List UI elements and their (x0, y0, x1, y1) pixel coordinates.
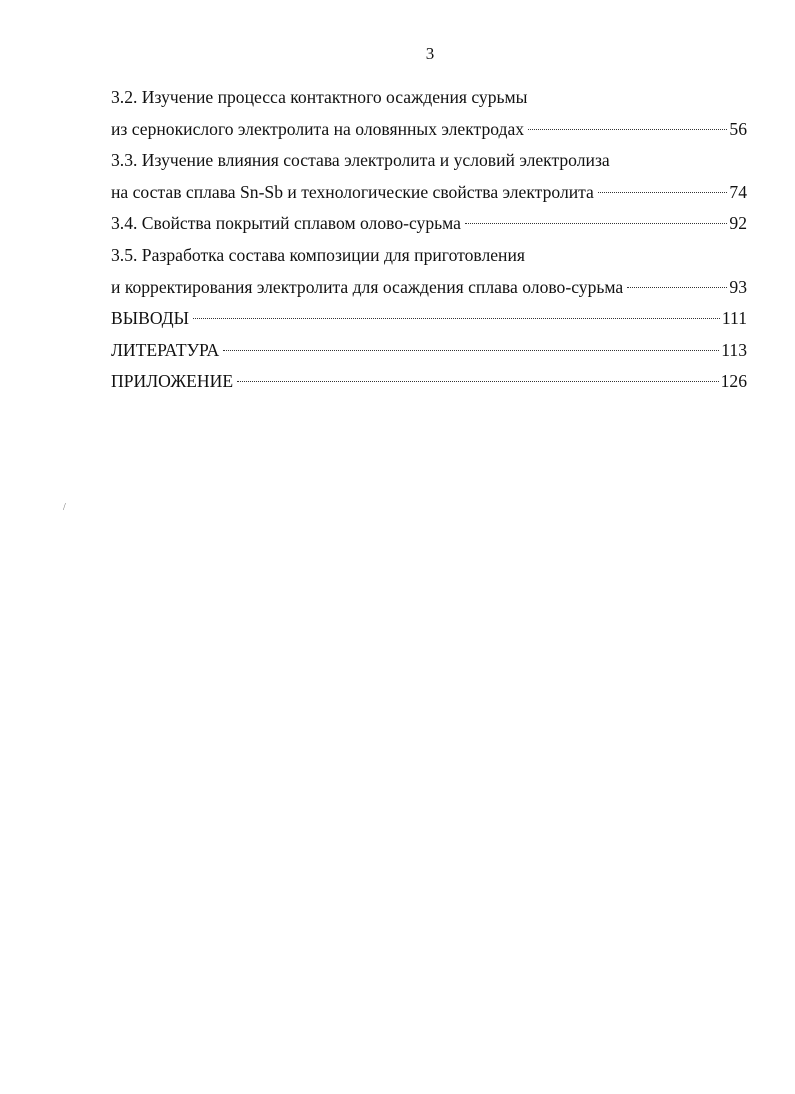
toc-entry-literature[interactable] (111, 335, 747, 367)
dot-leader (465, 223, 727, 224)
toc-entry-text: ВЫВОДЫ (111, 308, 189, 329)
toc-page-number: 126 (720, 371, 747, 392)
toc-entry-3-2[interactable] (111, 114, 747, 146)
dot-leader (223, 350, 719, 351)
toc-entry-3-5-line-1: 3.5. Разработка состава композиции для приготовления (111, 244, 525, 265)
dot-leader (193, 318, 720, 319)
toc-entry-text: на состав сплава Sn-Sb и технологические свойства электролита (111, 181, 594, 202)
toc-entry-text: ПРИЛОЖЕНИЕ (111, 371, 234, 392)
page-number: 3 (425, 44, 435, 63)
toc-entry-text: ЛИТЕРАТУРА (111, 339, 220, 360)
toc-page-number: 113 (721, 339, 747, 360)
toc-entry-3-3-line-1: 3.3. Изучение влияния состава электролита и условий электролиза (111, 150, 610, 171)
toc-page-number: 93 (729, 276, 747, 297)
dot-leader (528, 129, 727, 130)
toc-entry-3-2-line-1: 3.2. Изучение процесса контактного осаждения сурьмы (111, 87, 528, 107)
toc-entry-text: из сернокислого электролита на оловянных электродах (111, 118, 525, 139)
toc-entry-text: и корректирования электролита для осаждения сплава олово-сурьма (111, 276, 624, 297)
toc-entry-text: 3.4. Свойства покрытий сплавом олово-сурьма (111, 213, 461, 234)
toc-entry-3-4[interactable] (111, 208, 747, 240)
dot-leader (237, 381, 719, 382)
toc-entry-3-5[interactable] (111, 272, 747, 304)
toc-entry-3-3[interactable] (111, 177, 747, 209)
toc-page-number: 92 (729, 213, 747, 234)
toc-page-number: 74 (729, 181, 747, 202)
toc-entry-conclusions[interactable] (111, 303, 747, 335)
toc-page-number: 56 (729, 118, 747, 139)
dot-leader (598, 192, 728, 193)
table-of-contents (111, 82, 747, 398)
toc-entry-appendix[interactable] (111, 366, 747, 398)
stray-mark: / (63, 502, 66, 513)
toc-page-number: 111 (721, 308, 747, 329)
dot-leader (627, 287, 727, 288)
